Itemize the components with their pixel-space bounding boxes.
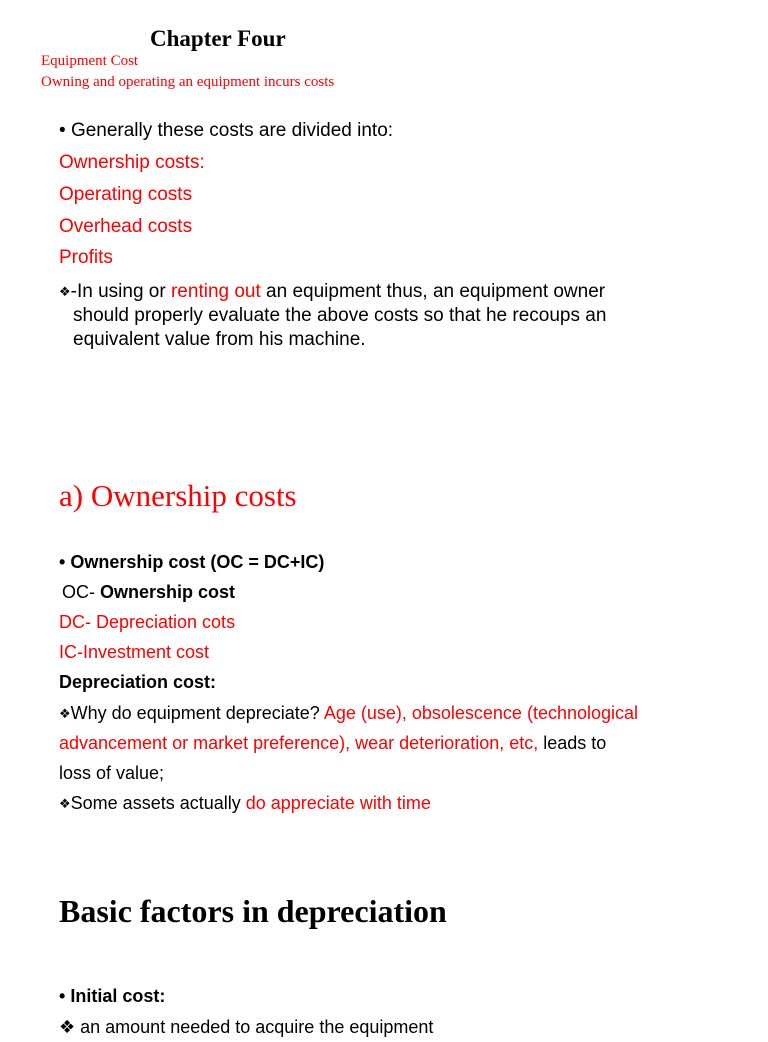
para-highlight: renting out (170, 281, 261, 302)
formula-text: Ownership cost (OC = DC+IC) (70, 552, 325, 572)
subtitle-owning-operating: Owning and operating an equipment incurs costs (41, 74, 335, 90)
diamond-bullet-icon: ❖ (59, 706, 71, 721)
intro-text: Generally these costs are divided into: (70, 120, 394, 141)
why-tail: leads to (538, 733, 607, 753)
diamond-bullet-icon: ❖ (59, 796, 71, 811)
formula-line (59, 547, 324, 577)
initial-cost-line (59, 981, 165, 1011)
diamond-bullet-icon: ❖ (59, 284, 71, 299)
chapter-title: Chapter Four (150, 26, 286, 51)
subtitle-equipment-cost: Equipment Cost (41, 53, 139, 69)
why-red-1: Age (use), obsolescence (technological (323, 703, 639, 723)
ic-definition: IC-Investment cost (59, 642, 210, 662)
oc-prefix: OC- (62, 582, 100, 602)
bullet-dot: • (59, 552, 66, 572)
para-part1: -In using or (70, 281, 171, 302)
initial-cost-text: Initial cost: (70, 986, 166, 1006)
renting-paragraph-line2: should properly evaluate the above costs so that he recoups an (73, 305, 607, 326)
category-profits: Profits (59, 247, 113, 268)
bullet-dot: • (59, 120, 66, 141)
renting-paragraph-line3: equivalent value from his machine. (73, 329, 366, 350)
initial-cost-partial-line: ❖ an amount needed to acquire the equipment (59, 1017, 434, 1037)
some-text: Some assets actually (70, 793, 246, 813)
oc-definition (62, 577, 235, 607)
why-depreciate-line3: loss of value; (59, 763, 165, 783)
category-ownership: Ownership costs: (59, 152, 205, 173)
why-depreciate-line1 (59, 698, 638, 729)
depreciation-factors-heading: Basic factors in depreciation (59, 893, 447, 929)
appreciate-line (59, 788, 431, 819)
category-overhead: Overhead costs (59, 216, 193, 237)
depreciation-cost-heading: Depreciation cost: (59, 672, 217, 692)
bullet-dot: • (59, 986, 66, 1006)
para-part2: an equipment thus, an equipment owner (260, 281, 606, 302)
why-red-2: advancement or market preference), wear deterioration, etc, (59, 733, 539, 753)
some-red: do appreciate with time (245, 793, 431, 813)
dc-definition: DC- Depreciation cots (59, 612, 236, 632)
why-text: Why do equipment depreciate? (70, 703, 324, 723)
ownership-costs-heading: a) Ownership costs (59, 478, 297, 513)
oc-term: Ownership cost (100, 582, 236, 602)
category-operating: Operating costs (59, 184, 193, 205)
intro-bullet-line (59, 119, 393, 143)
renting-paragraph-line1 (59, 280, 605, 304)
why-depreciate-line2 (59, 728, 606, 758)
